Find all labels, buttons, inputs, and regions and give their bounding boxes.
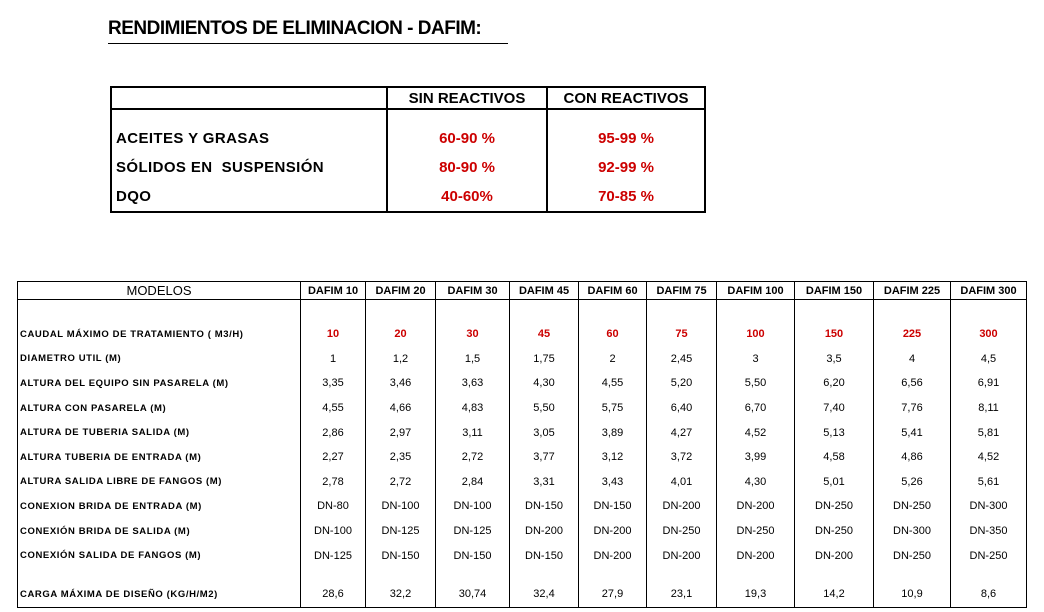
spec-label: CAUDAL MÁXIMO DE TRATAMIENTO ( M3/H)	[20, 328, 244, 340]
spec-value: DN-200	[717, 543, 795, 568]
spec-value: DN-150	[510, 494, 579, 519]
spec-value: 5,20	[647, 371, 717, 396]
spec-value: DN-250	[874, 494, 951, 519]
efficiency-header-row	[111, 87, 705, 109]
spec-value: 7,76	[874, 396, 951, 421]
spec-value: 4,27	[647, 420, 717, 445]
spec-value: 30,74	[436, 582, 510, 607]
model-column-header: DAFIM 30	[436, 282, 510, 300]
spec-value: 6,56	[874, 371, 951, 396]
models-table	[17, 281, 1027, 608]
spec-value: DN-100	[366, 494, 436, 519]
spec-value: 32,2	[366, 582, 436, 607]
efficiency-table	[110, 86, 706, 213]
spec-value: 4,58	[795, 445, 874, 470]
efficiency-con-value: 70-85 %	[547, 182, 705, 212]
spec-value: 2,84	[436, 470, 510, 495]
spec-value: 75	[647, 322, 717, 347]
spec-value: 2,45	[647, 347, 717, 372]
spec-value: 2,86	[301, 420, 366, 445]
spec-label: ALTURA DEL EQUIPO SIN PASARELA (M)	[20, 377, 229, 389]
model-column-header: DAFIM 300	[951, 282, 1027, 300]
spec-value: 8,11	[951, 396, 1027, 421]
spec-value: DN-200	[510, 519, 579, 544]
efficiency-header-blank	[111, 87, 387, 109]
efficiency-label: ACEITES Y GRASAS	[116, 130, 270, 147]
spec-value: 3,99	[717, 445, 795, 470]
models-table-row	[18, 543, 1027, 568]
spec-value: 2,35	[366, 445, 436, 470]
model-column-header: DAFIM 100	[717, 282, 795, 300]
page-title: RENDIMIENTOS DE ELIMINACION - DAFIM:	[108, 18, 508, 44]
spec-value: 4,66	[366, 396, 436, 421]
spec-value: 3,5	[795, 347, 874, 372]
spec-value: 5,50	[510, 396, 579, 421]
spec-value: DN-100	[436, 494, 510, 519]
spec-value: 5,50	[717, 371, 795, 396]
spec-value: 4,52	[717, 420, 795, 445]
spec-value: DN-250	[795, 519, 874, 544]
models-table-row	[18, 582, 1027, 607]
spec-value: 1,75	[510, 347, 579, 372]
spec-value: 5,13	[795, 420, 874, 445]
spec-value: 5,61	[951, 470, 1027, 495]
spec-value: 2,27	[301, 445, 366, 470]
model-column-header: DAFIM 150	[795, 282, 874, 300]
spec-value: 1,2	[366, 347, 436, 372]
spec-value: DN-250	[647, 519, 717, 544]
spec-value: 3,77	[510, 445, 579, 470]
spec-value: DN-200	[647, 543, 717, 568]
models-table-row	[18, 445, 1027, 470]
spec-value: 3,05	[510, 420, 579, 445]
spec-value: 5,41	[874, 420, 951, 445]
spec-value: DN-150	[436, 543, 510, 568]
spec-value: DN-300	[951, 494, 1027, 519]
spec-label: CONEXION BRIDA DE ENTRADA (M)	[20, 500, 202, 512]
efficiency-con-value: 92-99 %	[547, 153, 705, 182]
spec-value: 3,63	[436, 371, 510, 396]
efficiency-sin-value: 40-60%	[387, 182, 547, 212]
spec-value: 4,5	[951, 347, 1027, 372]
efficiency-header-sin: SIN REACTIVOS	[387, 87, 547, 109]
spec-value: 4,86	[874, 445, 951, 470]
models-table-row	[18, 396, 1027, 421]
spec-value: DN-125	[436, 519, 510, 544]
spec-value: 23,1	[647, 582, 717, 607]
spec-value: DN-250	[951, 543, 1027, 568]
spec-label: ALTURA TUBERIA DE ENTRADA (M)	[20, 451, 202, 463]
efficiency-header-con: CON REACTIVOS	[547, 87, 705, 109]
spec-value: 60	[579, 322, 647, 347]
spec-value: 4,55	[579, 371, 647, 396]
efficiency-sin-value: 80-90 %	[387, 153, 547, 182]
spec-value: 3,72	[647, 445, 717, 470]
spec-value: 3	[717, 347, 795, 372]
spec-value: 3,11	[436, 420, 510, 445]
spec-value: 7,40	[795, 396, 874, 421]
spec-label: CARGA MÁXIMA DE DISEÑO (KG/H/M2)	[20, 588, 218, 600]
spec-value: 5,75	[579, 396, 647, 421]
model-column-header: DAFIM 20	[366, 282, 436, 300]
spec-value: DN-250	[795, 494, 874, 519]
spec-value: DN-200	[717, 494, 795, 519]
spec-value: DN-150	[579, 494, 647, 519]
spec-value: 4,30	[717, 470, 795, 495]
spec-value: DN-150	[510, 543, 579, 568]
spec-value: DN-200	[647, 494, 717, 519]
spec-value: 300	[951, 322, 1027, 347]
spec-value: 4,52	[951, 445, 1027, 470]
spec-value: 1,5	[436, 347, 510, 372]
spec-value: 3,43	[579, 470, 647, 495]
spec-value: 4,83	[436, 396, 510, 421]
spec-value: 32,4	[510, 582, 579, 607]
model-column-header: DAFIM 225	[874, 282, 951, 300]
spec-value: 2	[579, 347, 647, 372]
models-table-row	[18, 420, 1027, 445]
spec-value: DN-80	[301, 494, 366, 519]
efficiency-row	[111, 182, 705, 212]
spec-value: DN-200	[795, 543, 874, 568]
efficiency-label: SÓLIDOS EN SUSPENSIÓN	[116, 159, 325, 176]
spec-value: 6,91	[951, 371, 1027, 396]
spec-label: CONEXIÓN BRIDA DE SALIDA (M)	[20, 525, 191, 537]
spec-value: 6,40	[647, 396, 717, 421]
spec-value: DN-350	[951, 519, 1027, 544]
spec-value: DN-125	[301, 543, 366, 568]
spec-label: ALTURA SALIDA LIBRE DE FANGOS (M)	[20, 476, 223, 488]
spec-value: 6,20	[795, 371, 874, 396]
models-table-row	[18, 470, 1027, 495]
spec-value: 20	[366, 322, 436, 347]
spec-label: ALTURA CON PASARELA (M)	[20, 402, 167, 414]
spec-value: 5,01	[795, 470, 874, 495]
spec-label: CONEXIÓN SALIDA DE FANGOS (M)	[20, 550, 202, 562]
spec-value: DN-250	[874, 543, 951, 568]
spec-value: 3,35	[301, 371, 366, 396]
model-column-header: DAFIM 60	[579, 282, 647, 300]
models-table-row	[18, 494, 1027, 519]
spec-value: DN-250	[717, 519, 795, 544]
spec-value: 14,2	[795, 582, 874, 607]
spec-value: 19,3	[717, 582, 795, 607]
spec-value: 225	[874, 322, 951, 347]
models-table-row	[18, 519, 1027, 544]
spec-value: 27,9	[579, 582, 647, 607]
spec-value: DN-125	[366, 519, 436, 544]
spec-value: 5,81	[951, 420, 1027, 445]
spec-value: 100	[717, 322, 795, 347]
spec-value: 4	[874, 347, 951, 372]
spec-value: 28,6	[301, 582, 366, 607]
spec-value: 3,12	[579, 445, 647, 470]
spec-value: DN-100	[301, 519, 366, 544]
models-table-row	[18, 371, 1027, 396]
spec-value: 4,01	[647, 470, 717, 495]
spec-value: 2,72	[436, 445, 510, 470]
spec-value: 6,70	[717, 396, 795, 421]
efficiency-con-value: 95-99 %	[547, 124, 705, 153]
models-header-label: MODELOS	[18, 282, 301, 300]
spec-value: 5,26	[874, 470, 951, 495]
models-header-row	[18, 282, 1027, 300]
spec-value: 2,78	[301, 470, 366, 495]
spec-value: DN-150	[366, 543, 436, 568]
spec-value: DN-300	[874, 519, 951, 544]
spec-label: DIAMETRO UTIL (M)	[20, 353, 122, 365]
spec-value: 4,55	[301, 396, 366, 421]
spec-label: ALTURA DE TUBERIA SALIDA (M)	[20, 427, 190, 439]
spec-value: 150	[795, 322, 874, 347]
spec-value: DN-200	[579, 543, 647, 568]
models-table-row	[18, 322, 1027, 347]
models-table-row	[18, 347, 1027, 372]
efficiency-row	[111, 153, 705, 182]
spec-value: 2,97	[366, 420, 436, 445]
efficiency-sin-value: 60-90 %	[387, 124, 547, 153]
spec-value: 8,6	[951, 582, 1027, 607]
efficiency-label: DQO	[116, 188, 152, 205]
spec-value: 3,31	[510, 470, 579, 495]
spec-value: 3,89	[579, 420, 647, 445]
model-column-header: DAFIM 45	[510, 282, 579, 300]
spec-value: 4,30	[510, 371, 579, 396]
model-column-header: DAFIM 10	[301, 282, 366, 300]
spec-value: 10	[301, 322, 366, 347]
efficiency-row	[111, 124, 705, 153]
spec-value: 2,72	[366, 470, 436, 495]
model-column-header: DAFIM 75	[647, 282, 717, 300]
spec-value: 30	[436, 322, 510, 347]
spec-value: 3,46	[366, 371, 436, 396]
spec-value: DN-200	[579, 519, 647, 544]
spec-value: 1	[301, 347, 366, 372]
spec-value: 10,9	[874, 582, 951, 607]
spec-value: 45	[510, 322, 579, 347]
